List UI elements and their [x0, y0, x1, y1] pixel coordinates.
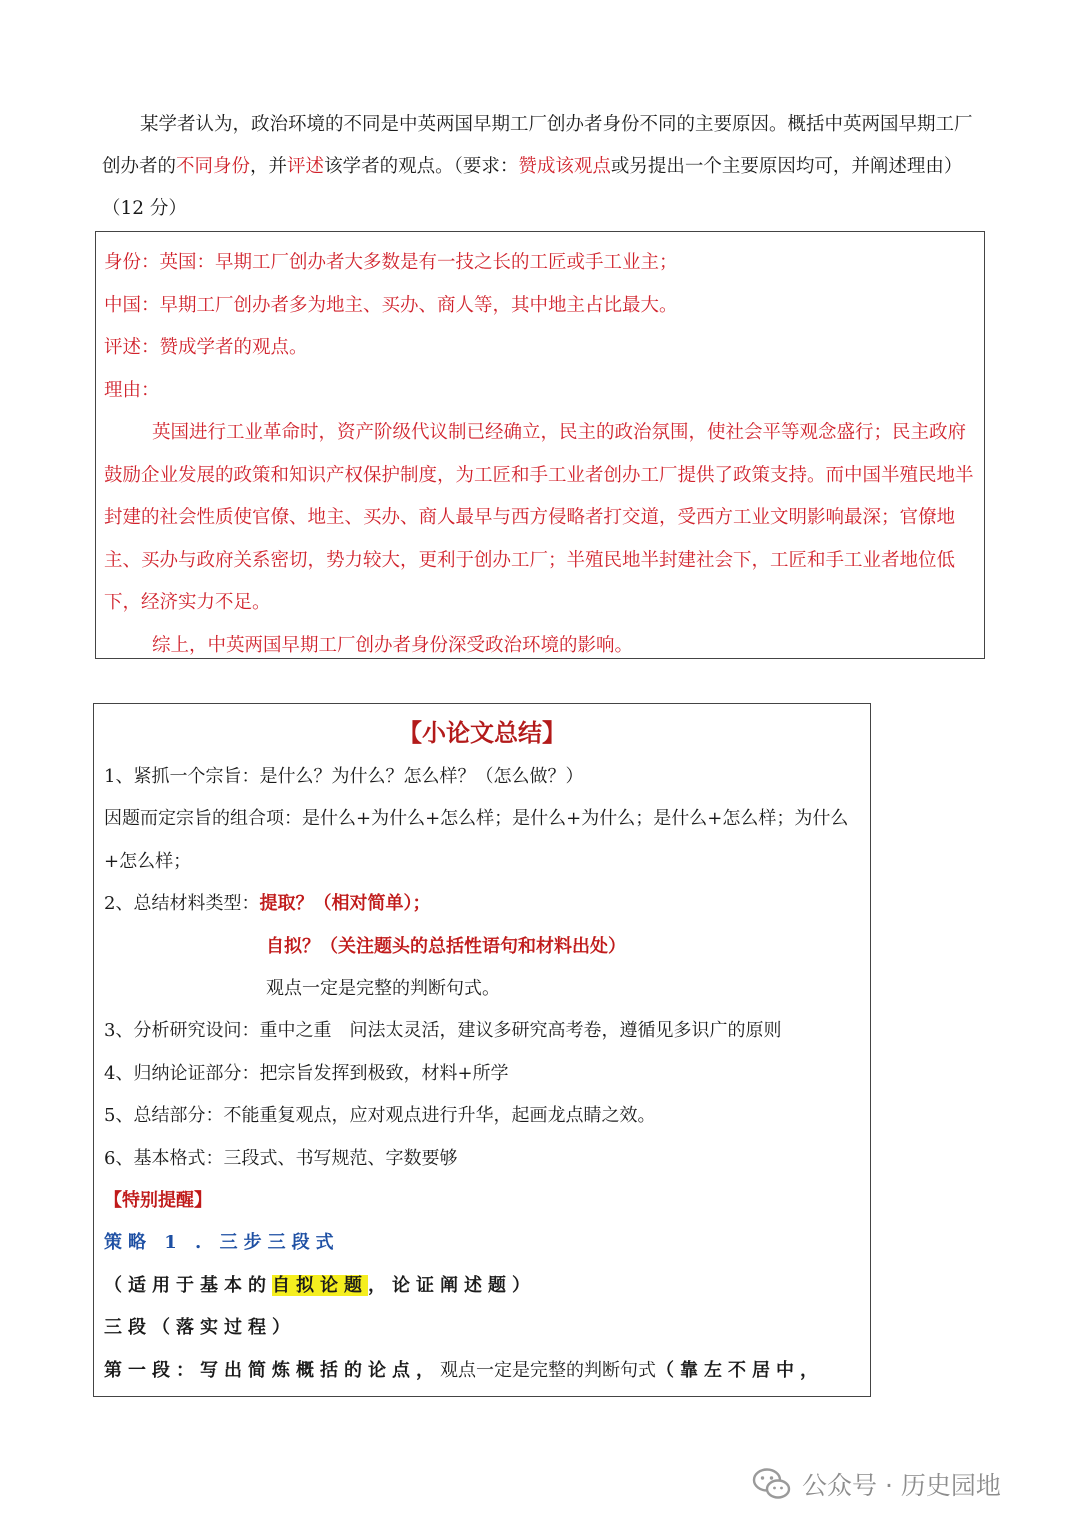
- question-segment: ，并: [250, 156, 288, 177]
- summary-item-3: 3、分析研究设问：重中之重 问法太灵活，建议多研究高考卷，遵循见多识广的原则: [104, 1020, 782, 1042]
- summary-item-2-option-extract: 提取？（相对简单）；: [259, 893, 431, 915]
- first-part-line: [104, 1350, 860, 1392]
- strategy-scope: [104, 1265, 860, 1307]
- summary-title: 【小论文总结】: [398, 718, 566, 747]
- strategy-heading: 策略 1 . 三步三段式: [104, 1232, 340, 1254]
- summary-item-2: [104, 883, 860, 925]
- question-keyword: 评述: [287, 156, 325, 177]
- watermark: [752, 1464, 1001, 1504]
- three-parts-heading: 三段（落实过程）: [104, 1317, 296, 1339]
- summary-item-2-label: 2、总结材料类型：: [104, 893, 260, 915]
- question-segment: 或另提出一个主要原因均可，并阐述理由）（12 分）: [102, 156, 963, 219]
- answer-identity-uk: 身份：英国：早期工厂创办者大多数是有一技之长的工匠或手工业主；: [104, 252, 678, 273]
- answer-conclusion: 综上，中英两国早期工厂创办者身份深受政治环境的影响。: [152, 634, 634, 656]
- question-text: [102, 104, 982, 230]
- strategy-scope-suffix: ，论证阐述题）: [368, 1274, 536, 1296]
- special-reminder: 【特别提醒】: [104, 1190, 212, 1212]
- summary-item-1: 1、紧抓一个宗旨：是什么？为什么？怎么样？（怎么做？）: [104, 766, 584, 787]
- question-keyword: 赞成该观点: [518, 156, 611, 177]
- strategy-scope-prefix: （适用于基本的: [104, 1274, 272, 1296]
- first-part-middle: 观点一定是完整的判断句式: [440, 1359, 656, 1381]
- first-part-prefix: 第一段：写出简炼概括的论点，: [104, 1359, 440, 1381]
- summary-item-2-option-self: 自拟？（关注题头的总括性语句和材料出处）: [266, 935, 626, 957]
- question-segment: 该学者的观点。（要求：: [324, 156, 519, 177]
- answer-evaluation: 评述：赞成学者的观点。: [104, 337, 308, 358]
- wechat-icon: [752, 1467, 792, 1501]
- answer-box: [95, 231, 985, 659]
- answer-identity-cn: 中国：早期工厂创办者多为地主、买办、商人等，其中地主占比最大。: [104, 294, 678, 316]
- answer-reason-label: 理由：: [104, 379, 160, 401]
- first-part-suffix: （靠左不居中，: [656, 1359, 824, 1381]
- watermark-text: 公众号 · 历史园地: [802, 1471, 1001, 1500]
- question-segment: 某学者认为，政治环境的不同是中英两国早期工厂创办者身份不同的主要原因。概括中英两国早期工厂创办者的: [102, 114, 973, 177]
- summary-item-4: 4、归纳论证部分：把宗旨发挥到极致，材料+所学: [104, 1062, 509, 1084]
- summary-item-1-detail: 因题而定宗旨的组合项：是什么+为什么+怎么样；是什么+为什么；是什么+怎么样；为什么+怎么样；: [104, 808, 849, 872]
- summary-box: [93, 703, 871, 1397]
- strategy-scope-highlight: 自拟论题: [272, 1274, 368, 1296]
- summary-item-2-note: 观点一定是完整的判断句式。: [266, 978, 500, 1000]
- question-keyword: 不同身份: [176, 156, 251, 177]
- summary-item-5: 5、总结部分：不能重复观点，应对观点进行升华，起画龙点睛之效。: [104, 1105, 656, 1127]
- answer-reason-paragraph: 英国进行工业革命时，资产阶级代议制已经确立，民主的政治氛围，使社会平等观念盛行；民主政府鼓励企业发展的政策和知识产权保护制度，为工匠和手工业者创办工厂提供了政策支持。而中国半殖民地半封建的社会性质使官僚、地主、买办、商人最早与西方侵略者打交道，受西方工业文明影响最深；官僚地主、买办与政府关系密切，势力较大，更利于创办工厂；半殖民地半封建社会下，工匠和手工业者地位低下，经济实力不足。: [104, 422, 974, 613]
- summary-item-6: 6、基本格式：三段式、书写规范、字数要够: [104, 1147, 458, 1169]
